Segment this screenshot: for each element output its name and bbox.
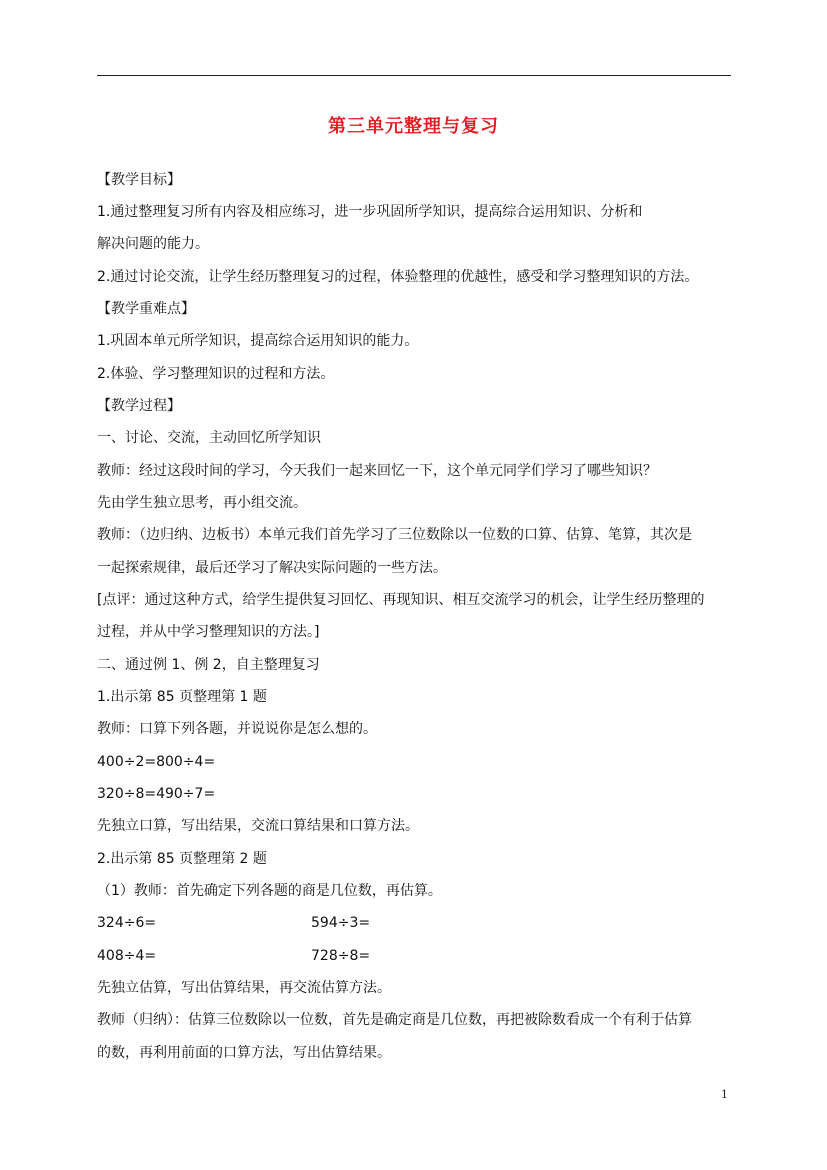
- header-rule: [97, 75, 731, 76]
- estimate-row: [97, 913, 371, 933]
- estimate-item: 728÷8=: [311, 948, 371, 964]
- paragraph-line: 一、讨论、交流，主动回忆所学知识: [97, 430, 321, 446]
- paragraph-line: 教师：（边归纳、边板书）本单元我们首先学习了三位数除以一位数的口算、估算、笔算，其次是: [97, 527, 692, 543]
- paragraph-line: 教师：经过这段时间的学习，今天我们一起来回忆一下，这个单元同学们学习了哪些知识？: [97, 463, 657, 479]
- equation-line: 320÷8=490÷7=: [97, 786, 216, 802]
- estimate-item: 324÷6=: [97, 915, 157, 931]
- paragraph-line: 教师：口算下列各题，并说说你是怎么想的。: [97, 721, 377, 737]
- paragraph-line: 解决问题的能力。: [97, 236, 209, 252]
- paragraph-line: 1.巩固本单元所学知识，提高综合运用知识的能力。: [97, 333, 419, 349]
- estimate-item: 594÷3=: [311, 915, 371, 931]
- paragraph-line: 2.体验、学习整理知识的过程和方法。: [97, 366, 335, 382]
- estimate-item: 408÷4=: [97, 948, 157, 964]
- paragraph-line: 先独立估算，写出估算结果，再交流估算方法。: [97, 980, 391, 996]
- paragraph-line: [点评：通过这种方式，给学生提供复习回忆、再现知识、相互交流学习的机会，让学生经历整理的: [97, 592, 705, 608]
- paragraph-line: 2.通过讨论交流，让学生经历整理复习的过程，体验整理的优越性，感受和学习整理知识的方法。: [97, 269, 699, 285]
- paragraph-line: 教师（归纳）：估算三位数除以一位数，首先是确定商是几位数，再把被除数看成一个有利于估算: [97, 1012, 692, 1028]
- paragraph-line: 二、通过例 1、例 2，自主整理复习: [97, 657, 320, 673]
- paragraph-line: （1）教师：首先确定下列各题的商是几位数，再估算。: [97, 883, 442, 899]
- paragraph-line: 先由学生独立思考，再小组交流。: [97, 495, 307, 511]
- equation-line: 400÷2=800÷4=: [97, 754, 216, 770]
- paragraph-line: 1.出示第 85 页整理第 1 题: [97, 689, 267, 705]
- paragraph-line: 1.通过整理复习所有内容及相应练习，进一步巩固所学知识，提高综合运用知识、分析和: [97, 204, 643, 220]
- section-heading-process: 【教学过程】: [97, 398, 181, 414]
- page-title: 第三单元整理与复习: [328, 116, 499, 137]
- paragraph-line: 一起探索规律，最后还学习了解决实际问题的一些方法。: [97, 560, 447, 576]
- estimate-row: [97, 946, 371, 966]
- paragraph-line: 2.出示第 85 页整理第 2 题: [97, 851, 267, 867]
- page-number: 1: [721, 1088, 728, 1101]
- section-heading-key-points: 【教学重难点】: [97, 301, 195, 317]
- paragraph-line: 的数，再利用前面的口算方法，写出估算结果。: [97, 1045, 391, 1061]
- paragraph-line: 先独立口算，写出结果，交流口算结果和口算方法。: [97, 818, 419, 834]
- section-heading-objectives: 【教学目标】: [97, 172, 181, 188]
- paragraph-line: 过程，并从中学习整理知识的方法。]: [97, 624, 320, 640]
